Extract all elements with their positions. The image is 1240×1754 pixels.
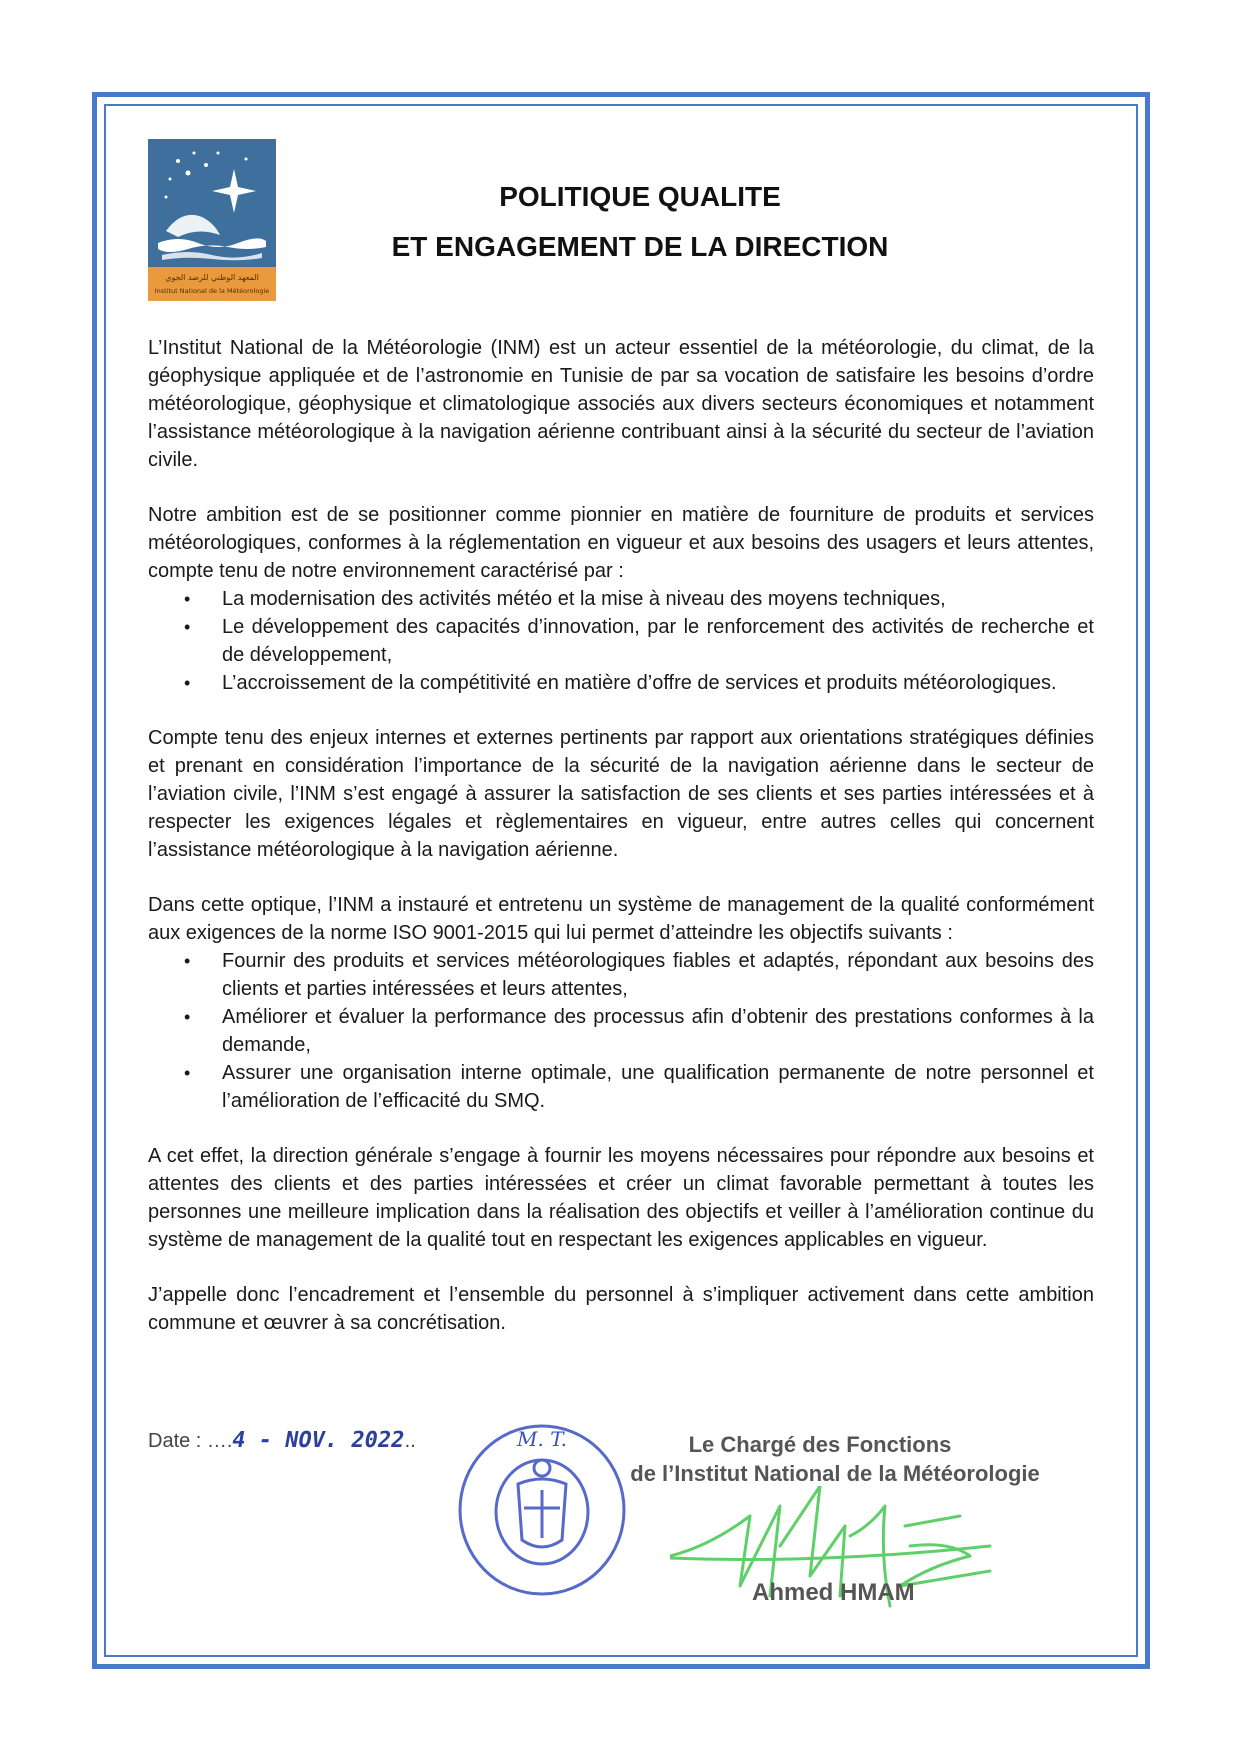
list-item: • Le développement des capacités d’innovation, par le renforcement des activités de recherche et de développement, (222, 613, 1094, 669)
paragraph-closing: J’appelle donc l’encadrement et l’ensemble du personnel à s’impliquer activement dans cette ambition commune et œuvrer à sa concrétisation. (148, 1284, 1094, 1334)
signatory-title-line1: Le Chargé des Fonctions (688, 1432, 952, 1457)
signatory-title-line2: de l’Institut National de la Météorologie (630, 1461, 1040, 1486)
list-item: • L’accroissement de la compétitivité en matière d’offre de services et produits météorologiques. (222, 669, 1094, 697)
paragraph-direction: A cet effet, la direction générale s’engage à fournir les moyens nécessaires pour répondre aux besoins et attentes des clients et des parties intéressées et créer un climat favorable permettant à toutes les personnes une meilleure implication dans la réalisation des objectifs et veiller à l’amélioration continue du système de management de la qualité tout en respectant les exigences applicables en vigueur. (148, 1145, 1094, 1251)
inm-logo-icon (148, 139, 276, 301)
bullet-icon: • (184, 1063, 191, 1083)
date-label: Date : …. (148, 1430, 233, 1452)
bullet-icon: • (184, 617, 191, 637)
bullet-icon: • (184, 1007, 191, 1027)
bullet-icon: • (184, 951, 191, 971)
logo-arabic-text: المعهد الوطني للرصد الجوي (165, 273, 259, 282)
paragraph-iso: Dans cette optique, l’INM a instauré et entretenu un système de management de la qualité conformément aux exigences de la norme ISO 9001-2015 qui lui permet d’atteindre les objectifs suivants : (148, 894, 1094, 944)
document-title-line2: ET ENGAGEMENT DE LA DIRECTION (391, 231, 889, 262)
objectives-list (148, 947, 1094, 1115)
date-value: 4 - NOV. 2022 (230, 1428, 407, 1453)
date-trail: .. (404, 1430, 416, 1452)
bullet-icon: • (184, 589, 191, 609)
list-item: • Fournir des produits et services météorologiques fiables et adaptés, répondant aux besoins des clients et parties intéressées et leurs attentes, (222, 947, 1094, 1003)
ambition-list (148, 585, 1094, 697)
signatory-name: Ahmed HMAM (752, 1579, 915, 1606)
list-item: • Assurer une organisation interne optimale, une qualification permanente de notre personnel et l’amélioration de l’efficacité du SMQ. (222, 1059, 1094, 1115)
handwritten-signature-icon (670, 1486, 1000, 1636)
document-body (148, 334, 1094, 1364)
date-line (148, 1428, 416, 1453)
list-item: • Améliorer et évaluer la performance des processus afin d’obtenir des prestations conformes à la demande, (222, 1003, 1094, 1059)
official-stamp-icon (452, 1420, 632, 1600)
logo-french-text: Institut National de la Météorologie (154, 287, 270, 295)
paragraph-commitment: Compte tenu des enjeux internes et externes pertinents par rapport aux orientations stratégiques définies et prenant en considération l’importance de la sécurité de la navigation aérienne dans le secteur de l’aviation civile, l’INM s’est engagé à assurer la satisfaction de ses clients et ses parties intéressées et à respecter les exigences légales et règlementaires en vigueur, entre autres celles qui concernent l’assistance météorologique à la navigation aérienne. (148, 727, 1094, 861)
list-item: • La modernisation des activités météo et la mise à niveau des moyens techniques, (222, 585, 1094, 613)
paragraph-intro: L’Institut National de la Météorologie (INM) est un acteur essentiel de la météorologie, du climat, de la géophysique appliquée et de l’astronomie en Tunisie de par sa vocation de satisfaire les besoins d’ordre météorologique, géophysique et climatologique associés aux divers secteurs économiques et notamment l’assistance météorologique à la navigation aérienne contribuant ainsi à la sécurité du secteur de l’aviation civile. (148, 337, 1094, 471)
paragraph-ambition: Notre ambition est de se positionner comme pionnier en matière de fourniture de produits et services météorologiques, conformes à la réglementation en vigueur et aux besoins des usagers et leurs attentes, compte tenu de notre environnement caractérisé par : (148, 504, 1094, 582)
bullet-icon: • (184, 673, 191, 693)
document-title-line1: POLITIQUE QUALITE (499, 181, 781, 212)
stamp-top-text: M. T. (517, 1427, 567, 1451)
